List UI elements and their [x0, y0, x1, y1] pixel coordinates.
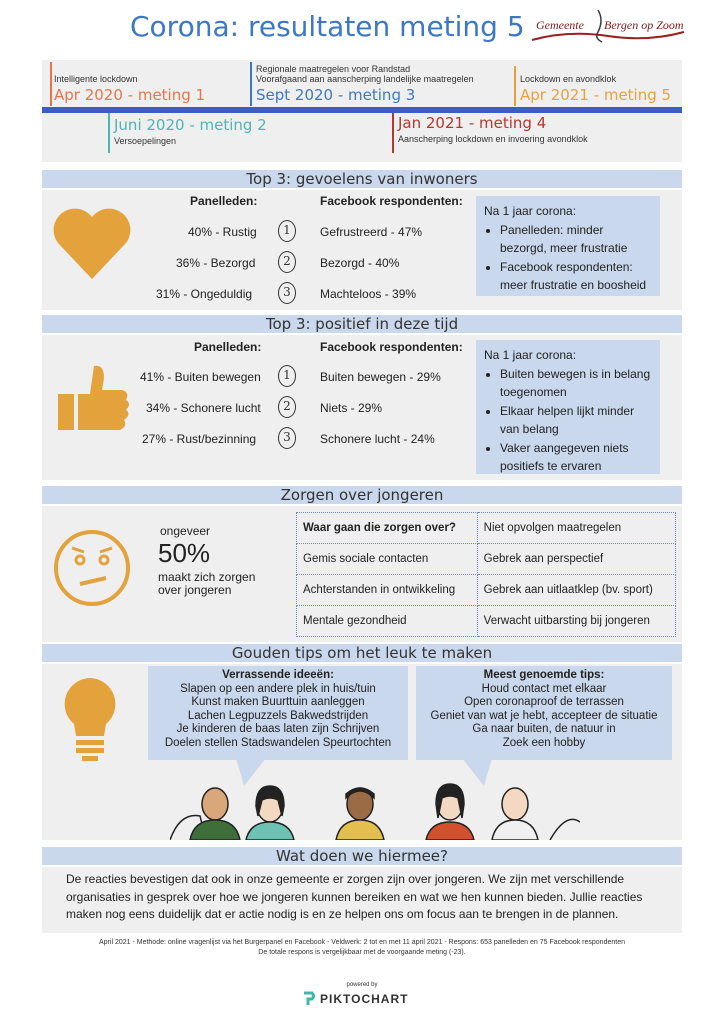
timeline-sub-3a: Regionale maatregelen voor Randstad — [256, 64, 411, 74]
timeline-label-4: Jan 2021 - meting 4 — [398, 114, 547, 132]
timeline-marker-3 — [250, 62, 252, 106]
positive-note-title: Na 1 jaar corona: — [484, 348, 577, 362]
page-title: Corona: resultaten meting 5 — [130, 10, 525, 43]
rank-2-icon: 2 — [278, 251, 296, 273]
positive-fb-head: Facebook respondenten: — [320, 340, 463, 354]
table-row — [297, 606, 676, 637]
feelings-panel-1: 40% - Rustig — [188, 225, 257, 239]
action-text: De reacties bevestigen dat ook in onze gemeente er zorgen zijn over jongeren. We zijn met verschillende organisaties in gesprek over hoe we jongeren kunnen bereiken en wat we hen kunnen bieden. Jullie reacties maken nog eens duidelijk dat er actie nodig is en ze helpen ons om focus aan te brengen in de plannen. — [66, 872, 643, 921]
timeline-bar — [42, 107, 682, 113]
feelings-note-title: Na 1 jaar corona: — [484, 204, 577, 218]
grid-cell: Niet opvolgen maatregelen — [477, 513, 675, 544]
positive-note-item: • Elkaar helpen lijkt minder van belang — [500, 402, 652, 438]
timeline-label-1: Apr 2020 - meting 1 — [54, 86, 206, 104]
feelings-fb-1: Gefrustreerd - 47% — [320, 225, 423, 239]
grid-cell: Waar gaan die zorgen over? — [297, 513, 478, 544]
feelings-panel-3: 31% - Ongeduldig — [156, 287, 253, 301]
tips-right-box — [416, 666, 672, 760]
timeline-marker-5 — [514, 66, 516, 106]
feelings-note — [476, 196, 660, 296]
worried-face-icon — [52, 528, 132, 613]
positive-fb-1: Buiten bewegen - 29% — [320, 370, 441, 384]
timeline-marker-1 — [50, 62, 52, 106]
rank-3-icon: 3 — [278, 282, 296, 304]
timeline-sub-4: Aanscherping lockdown en invoering avondklok — [398, 134, 588, 144]
grid-cell: Verwacht uitbarsting bij jongeren — [477, 606, 675, 637]
tips-right-title: Meest genoemde tips: — [483, 669, 605, 681]
piktochart-brand[interactable]: PIKTOCHART — [320, 992, 409, 1006]
feelings-note-item: • Facebook respondenten: meer frustratie en boosheid — [500, 258, 652, 294]
grid-cell: Achterstanden in ontwikkeling — [297, 575, 478, 606]
positive-fb-2: Niets - 29% — [320, 401, 383, 415]
youth-percent: 50% — [158, 538, 211, 568]
feelings-panel-head: Panelleden: — [190, 194, 258, 208]
timeline-marker-2 — [108, 113, 110, 153]
table-row — [297, 575, 676, 606]
tips-left-line: Slapen op een andere plek in huis/tuin — [180, 682, 376, 695]
positive-panel-3: 27% - Rust/bezinning — [142, 432, 257, 446]
tips-right-line: Zoek een hobby — [502, 736, 586, 749]
feelings-note-item: • Panelleden: minder bezorgd, meer frustratie — [500, 221, 652, 257]
timeline-sub-1: Intelligente lockdown — [54, 74, 138, 84]
timeline-label-3: Sept 2020 - meting 3 — [256, 86, 416, 104]
timeline-sub-2: Versoepelingen — [114, 136, 177, 146]
section-youth-heading: Zorgen over jongeren — [42, 486, 682, 504]
powered-by-label: powered by — [346, 982, 378, 988]
heart-icon — [52, 205, 132, 286]
section-action-heading: Wat doen we hiermee? — [42, 847, 682, 865]
feelings-fb-2: Bezorgd - 40% — [320, 256, 400, 270]
lightbulb-icon — [60, 674, 120, 769]
feelings-panel-2: 36% - Bezorgd — [176, 256, 256, 270]
positive-fb-3: Schonere lucht - 24% — [320, 432, 435, 446]
tips-right-line: Open coronaproof de terrassen — [464, 696, 624, 708]
youth-post-2: over jongeren — [158, 583, 232, 597]
piktochart-logo-icon — [302, 991, 316, 1012]
positive-note — [476, 340, 660, 474]
positive-panel-2: 34% - Schonere lucht — [146, 401, 261, 415]
tips-right-line: Houd contact met elkaar — [481, 682, 607, 695]
positive-panel-1: 41% - Buiten bewegen — [140, 370, 261, 384]
timeline-marker-4 — [392, 113, 394, 153]
section-positive-heading: Top 3: positief in deze tijd — [42, 315, 682, 333]
table-row — [297, 544, 676, 575]
positive-note-item: • Buiten bewegen is in belang toegenomen — [500, 365, 652, 401]
tips-left-line: Je kinderen de baas laten zijn Schrijven — [176, 723, 380, 735]
municipality-logo — [528, 6, 688, 48]
section-tips-heading: Gouden tips om het leuk te maken — [42, 644, 682, 662]
rank-1-icon: 1 — [278, 365, 296, 387]
timeline-label-5: Apr 2021 - meting 5 — [520, 86, 672, 104]
table-row — [297, 513, 676, 544]
grid-cell: Gemis sociale contacten — [297, 544, 478, 575]
timeline-sub-3b: Voorafgaand aan aanscherping landelijke maatregelen — [256, 74, 474, 84]
feelings-fb-3: Machteloos - 39% — [320, 287, 417, 301]
grid-cell: Mentale gezondheid — [297, 606, 478, 637]
tips-left-line: Kunst maken Buurttuin aanleggen — [191, 696, 365, 708]
logo-text-gemeente: Gemeente — [536, 18, 584, 32]
grid-cell: Gebrek aan uitlaatklep (bv. sport) — [477, 575, 675, 606]
rank-1-icon: 1 — [278, 220, 296, 242]
tips-left-title: Verrassende ideeën: — [222, 669, 334, 681]
response-note: De totale respons is vergelijkbaar met de voorgaande meting (-23). — [258, 949, 466, 956]
timeline-label-2: Juni 2020 - meting 2 — [114, 116, 267, 134]
positive-note-item: • Vaker aangegeven niets positiefs te ervaren — [500, 439, 652, 475]
timeline-sub-5: Lockdown en avondklok — [520, 74, 617, 84]
logo-text-city: Bergen op Zoom — [604, 18, 684, 32]
youth-pre: ongeveer — [160, 524, 211, 538]
feelings-fb-head: Facebook respondenten: — [320, 194, 463, 208]
thumbs-up-icon — [56, 360, 132, 441]
tips-right-line: Geniet van wat je hebt, accepteer de situatie — [430, 709, 658, 722]
rank-2-icon: 2 — [278, 396, 296, 418]
tips-left-box — [148, 666, 408, 760]
tips-right-line: Ga naar buiten, de natuur in — [472, 723, 616, 735]
youth-concerns-grid — [296, 512, 676, 637]
grid-cell: Gebrek aan perspectief — [477, 544, 675, 575]
tips-left-line: Lachen Legpuzzels Bakwedstrijden — [187, 709, 369, 722]
method-note: April 2021 - Methode: online vragenlijst via het Burgerpanel en Facebook - Veldwerk: 2 tot en met 11 april 2021 - Respons: 653 panelleden en 75 Facebook respondenten — [99, 939, 625, 946]
rank-3-icon: 3 — [278, 427, 296, 449]
positive-panel-head: Panelleden: — [194, 340, 262, 354]
tips-left-line: Doelen stellen Stadswandelen Speurtochten — [164, 736, 392, 749]
section-feelings-heading: Top 3: gevoelens van inwoners — [42, 170, 682, 188]
youth-post-1: maakt zich zorgen — [158, 570, 256, 584]
people-illustration — [170, 782, 580, 840]
